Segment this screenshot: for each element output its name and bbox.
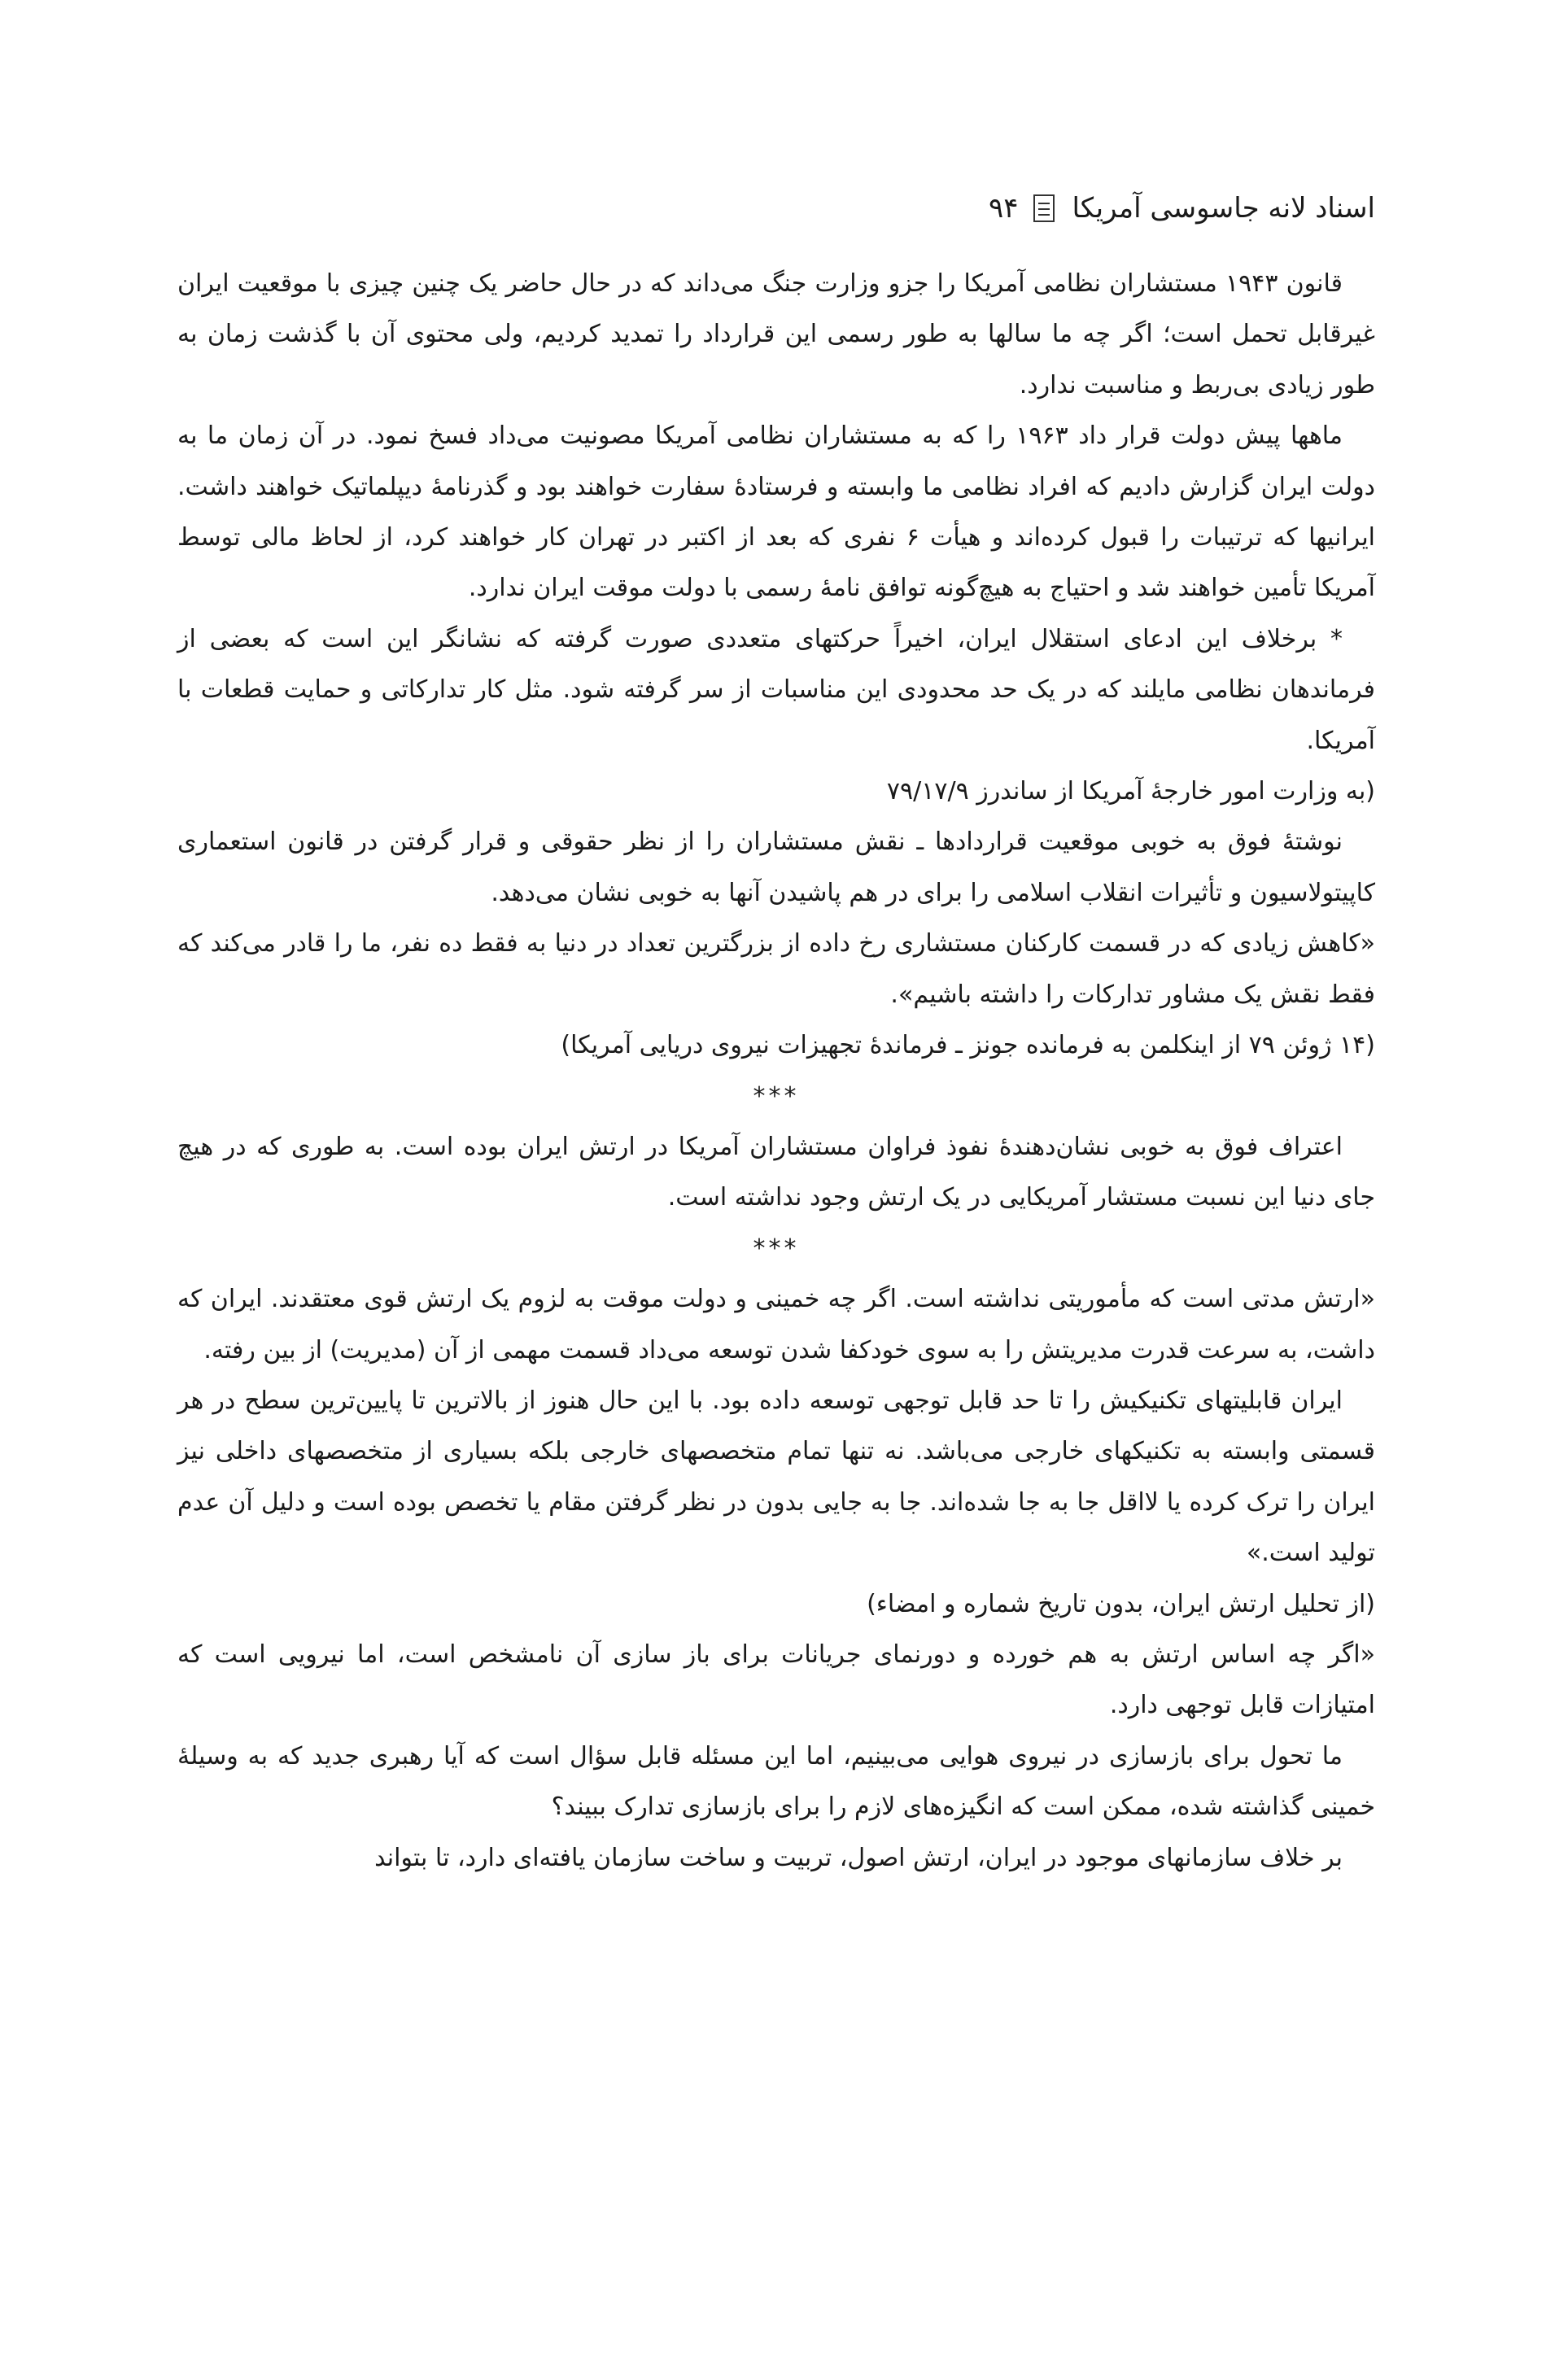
- paragraph: بر خلاف سازمانهای موجود در ایران، ارتش اصول، تربیت و ساخت سازمان یافته‌ای دارد، تا بتواند: [374, 1843, 1343, 1872]
- running-header: [195, 184, 1375, 233]
- paragraph: ایران قابلیتهای تکنیکیش را تا حد قابل توجهی توسعه داده بود. با این حال هنوز از بالاترین تا پایین‌ترین سطح در هر قسمتی وابسته به تکنیکهای خارجی می‌باشد. نه تنها تمام متخصصهای خارجی بلکه بسیاری از متخصصهای داخلی نیز ایران را ترک کرده یا لااقل جا به جا شده‌اند. جا به جایی بدون در نظر گرفتن مقام یا تخصص بوده است و دلیل آن عدم تولید است.»: [177, 1386, 1375, 1568]
- quote: «کاهش زیادی که در قسمت کارکنان مستشاری رخ داده از بزرگترین تعداد در دنیا به فقط ده نفر، ما را قادر می‌کند که فقط نقش یک مشاور تدارکات را داشته باشیم».: [177, 929, 1375, 1009]
- document-icon: [1033, 194, 1055, 222]
- citation: (۱۴ ژوئن ۷۹ از اینکلمن به فرمانده جونز ـ فرماندهٔ تجهیزات نیروی دریایی آمریکا): [561, 1031, 1375, 1060]
- body-text: [177, 259, 1375, 1884]
- paragraph: * برخلاف این ادعای استقلال ایران، اخیراً حرکتهای متعددی صورت گرفته که نشانگر این است که بعضی از فرماندهان نظامی مایلند که در یک حد محدودی این مناسبات از سر گرفته شود. مثل کار تدارکاتی و حمایت قطعات با آمریکا.: [177, 624, 1375, 755]
- citation: (از تحلیل ارتش ایران، بدون تاریخ شماره و امضاء): [867, 1589, 1375, 1618]
- quote: «اگر چه اساس ارتش به هم خورده و دورنمای جریانات برای باز سازی آن نامشخص است، اما نیرویی است که امتیازات قابل توجهی دارد.: [177, 1640, 1375, 1720]
- page-number: ۹۴: [988, 192, 1019, 225]
- paragraph: ما تحول برای بازسازی در نیروی هوایی می‌بینیم، اما این مسئله قابل سؤال است که آیا رهبری جدید که به وسیلهٔ خمینی گذاشته شده، ممکن است که انگیزه‌های لازم را برای بازسازی تدارک ببیند؟: [177, 1741, 1375, 1822]
- quote: «ارتش مدتی است که مأموریتی نداشته است. اگر چه خمینی و دولت موقت به لزوم یک ارتش قوی معتقدند. ایران که داشت، به سرعت قدرت مدیریتش را به سوی خودکفا شدن توسعه می‌داد قسمت مهمی از آن (مدیریت) از بین رفته.: [177, 1285, 1375, 1365]
- section-separator: ***: [753, 1234, 800, 1263]
- paragraph: نوشتهٔ فوق به خوبی موقعیت قراردادها ـ نقش مستشاران را از نظر حقوقی و قرار گرفتن در قانون استعماری کاپیتولاسیون و تأثیرات انقلاب اسلامی را برای در هم پاشیدن آنها به خوبی نشان می‌دهد.: [177, 827, 1375, 907]
- section-separator: ***: [753, 1081, 800, 1111]
- paragraph: ماهها پیش دولت قرار داد ۱۹۶۳ را که به مستشاران نظامی آمریکا مصونیت می‌داد فسخ نمود. در آن زمان ما به دولت ایران گزارش دادیم که افراد نظامی ما وابسته و فرستادهٔ سفارت خواهند بود و گذرنامهٔ دیپلماتیک خواهند داشت. ایرانیها که ترتیبات را قبول کرده‌اند و هیأت ۶ نفری که بعد از اکتبر در تهران کار خواهند کرد، از لحاظ مالی توسط آمریکا تأمین خواهند شد و احتیاج به هیچ‌گونه توافق نامهٔ رسمی با دولت موقت ایران ندارد.: [177, 421, 1376, 603]
- citation: (به وزارت امور خارجهٔ آمریکا از ساندرز ۷۹/۱۷/۹: [886, 777, 1375, 806]
- paragraph: قانون ۱۹۴۳ مستشاران نظامی آمریکا را جزو وزارت جنگ می‌داند که در حال حاضر یک چنین چیزی با موقعیت ایران غیرقابل تحمل است؛ اگر چه ما سالها به طور رسمی این قرارداد را تمدید کردیم، ولی محتوی آن با گذشت زمان به طور زیادی بی‌ربط و مناسبت ندارد.: [177, 269, 1375, 400]
- paragraph: اعتراف فوق به خوبی نشان‌دهندهٔ نفوذ فراوان مستشاران آمریکا در ارتش ایران بوده است. به طوری که در هیچ جای دنیا این نسبت مستشار آمریکایی در یک ارتش وجود نداشته است.: [177, 1132, 1375, 1212]
- book-title: اسناد لانه جاسوسی آمریکا: [1072, 192, 1375, 225]
